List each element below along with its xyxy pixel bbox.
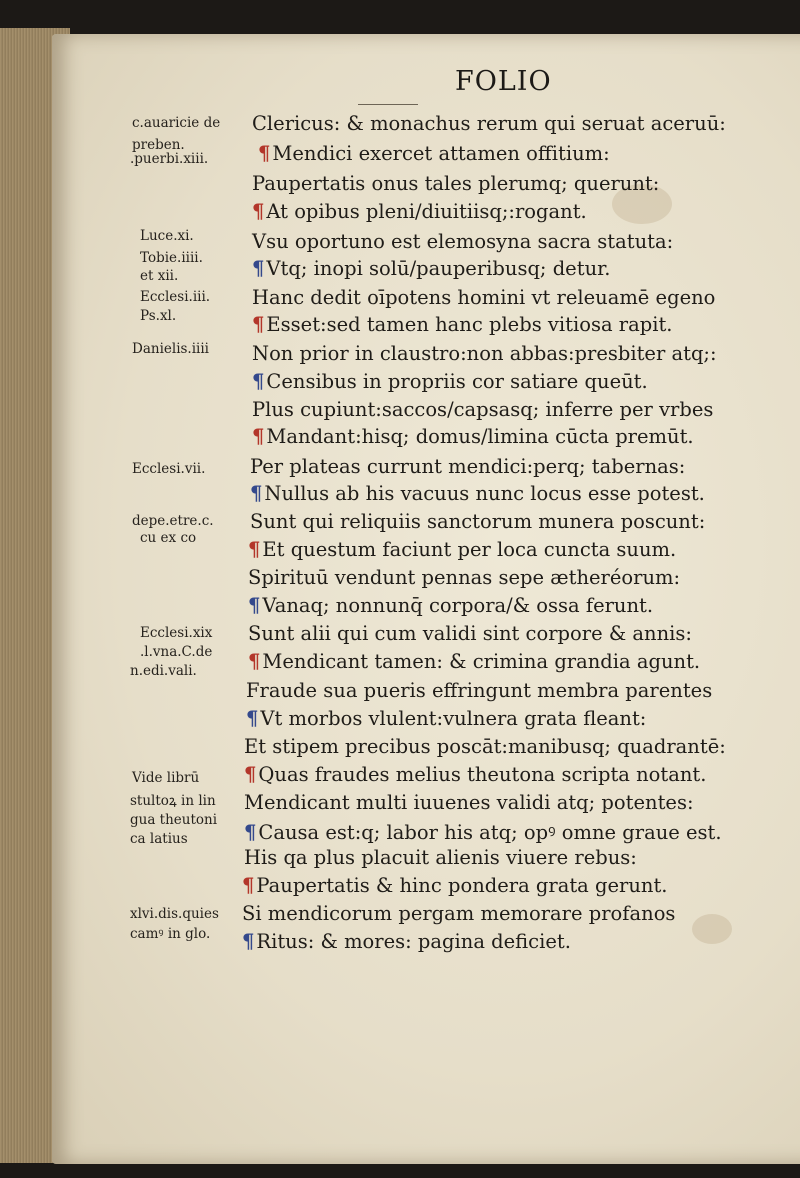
pilcrow-mark: ¶: [252, 370, 265, 393]
pilcrow-mark: ¶: [252, 200, 265, 223]
verse-line: ¶ Censibus in propriis cor satiare queūt.: [252, 370, 648, 393]
verse-line: Spirituū vendunt pennas sepe ætheréorum:: [248, 566, 681, 589]
margin-note: gua theutoni: [130, 812, 218, 828]
verse-line: Hanc dedit oīpotens homini vt releuamē egeno: [252, 286, 716, 309]
verse-line: ¶ At opibus pleni/diuitiisq;:rogant.: [252, 200, 587, 223]
verse-line: ¶ Vtq; inopi solū/pauperibusq; detur.: [252, 257, 611, 280]
verse-line: Clericus: & monachus rerum qui seruat aceruū:: [252, 112, 726, 135]
verse-line: Paupertatis onus tales plerumq; querunt:: [252, 172, 660, 195]
margin-note: n.edi.vali.: [130, 663, 197, 679]
pilcrow-mark: ¶: [244, 821, 257, 844]
margin-note: depe.etre.c.: [132, 513, 214, 529]
margin-note: camꝰ in glo.: [130, 926, 211, 942]
pilcrow-mark: ¶: [244, 763, 257, 786]
margin-note: Ps.xl.: [140, 308, 177, 324]
pilcrow-mark: ¶: [248, 594, 261, 617]
verse-line: Et stipem precibus poscāt:manibusq; quadrantē:: [244, 735, 726, 758]
margin-note: c.auaricie de: [132, 115, 221, 131]
margin-note: Luce.xi.: [140, 228, 194, 244]
margin-note: xlvi.dis.quies: [130, 906, 219, 922]
margin-note: Vide librū: [132, 770, 200, 786]
margin-note: Tobie.iiii.: [140, 250, 203, 266]
verse-line: ¶ Esset:sed tamen hanc plebs vitiosa rapit.: [252, 313, 673, 336]
margin-note: Ecclesi.vii.: [132, 461, 206, 477]
margin-note: Danielis.iiii: [132, 341, 209, 357]
margin-note: ca latius: [130, 831, 188, 847]
margin-note: Ecclesi.xix: [140, 625, 213, 641]
verse-line: Plus cupiunt:saccos/capsasq; inferre per vrbes: [252, 398, 714, 421]
header-rule: [358, 104, 418, 105]
verse-line: ¶ Paupertatis & hinc pondera grata gerunt.: [242, 874, 668, 897]
verse-line: ¶ Et questum faciunt per loca cuncta suum.: [248, 538, 677, 561]
pilcrow-mark: ¶: [242, 930, 255, 953]
pilcrow-mark: ¶: [242, 874, 255, 897]
margin-note: .l.vna.C.de: [140, 644, 213, 660]
margin-note: .puerbi.xiii.: [130, 151, 209, 167]
verse-line: Mendicant multi iuuenes validi atq; potentes:: [244, 791, 694, 814]
verse-line: Fraude sua pueris effringunt membra parentes: [246, 679, 713, 702]
margin-note: Ecclesi.iii.: [140, 289, 211, 305]
pilcrow-mark: ¶: [246, 707, 259, 730]
margin-note: cu ex co: [140, 530, 197, 546]
pilcrow-mark: ¶: [252, 425, 265, 448]
verse-line: ¶ Ritus: & mores: pagina deficiet.: [242, 930, 571, 953]
verse-line: ¶ Quas fraudes melius theutona scripta notant.: [244, 763, 707, 786]
margin-note: preben.: [132, 137, 185, 153]
margin-note: stultoꝝ in lin: [130, 793, 216, 809]
verse-line: ¶ Vt morbos vlulent:vulnera grata fleant:: [246, 707, 647, 730]
verse-line: Per plateas currunt mendici:perq; tabernas:: [250, 455, 686, 478]
verse-line: ¶ Mandant:hisq; domus/limina cūcta premūt.: [252, 425, 694, 448]
pilcrow-mark: ¶: [248, 650, 261, 673]
pilcrow-mark: ¶: [252, 313, 265, 336]
folio-header: FOLIO: [455, 66, 552, 97]
verse-line: His qa plus placuit alienis viuere rebus:: [244, 846, 637, 869]
verse-line: ¶ Mendici exercet attamen offitium:: [258, 142, 610, 165]
verse-line: ¶ Causa est:q; labor his atq; opꝰ omne graue est.: [244, 821, 722, 844]
verse-line: Sunt qui reliquiis sanctorum munera poscunt:: [250, 510, 706, 533]
paper-stain: [692, 914, 732, 944]
pilcrow-mark: ¶: [258, 142, 271, 165]
verse-line: Vsu oportuno est elemosyna sacra statuta:: [252, 230, 674, 253]
verse-line: ¶ Vanaq; nonnunq̄ corpora/& ossa ferunt.: [248, 594, 654, 617]
verse-line: Non prior in claustro:non abbas:presbiter atq;:: [252, 342, 717, 365]
verse-line: ¶ Nullus ab his vacuus nunc locus esse potest.: [250, 482, 705, 505]
verse-line: ¶ Mendicant tamen: & crimina grandia agunt.: [248, 650, 701, 673]
margin-note: et xii.: [140, 268, 179, 284]
pilcrow-mark: ¶: [248, 538, 261, 561]
verse-line: Si mendicorum pergam memorare profanos: [242, 902, 676, 925]
pilcrow-mark: ¶: [250, 482, 263, 505]
verse-line: Sunt alii qui cum validi sint corpore & annis:: [248, 622, 692, 645]
pilcrow-mark: ¶: [252, 257, 265, 280]
